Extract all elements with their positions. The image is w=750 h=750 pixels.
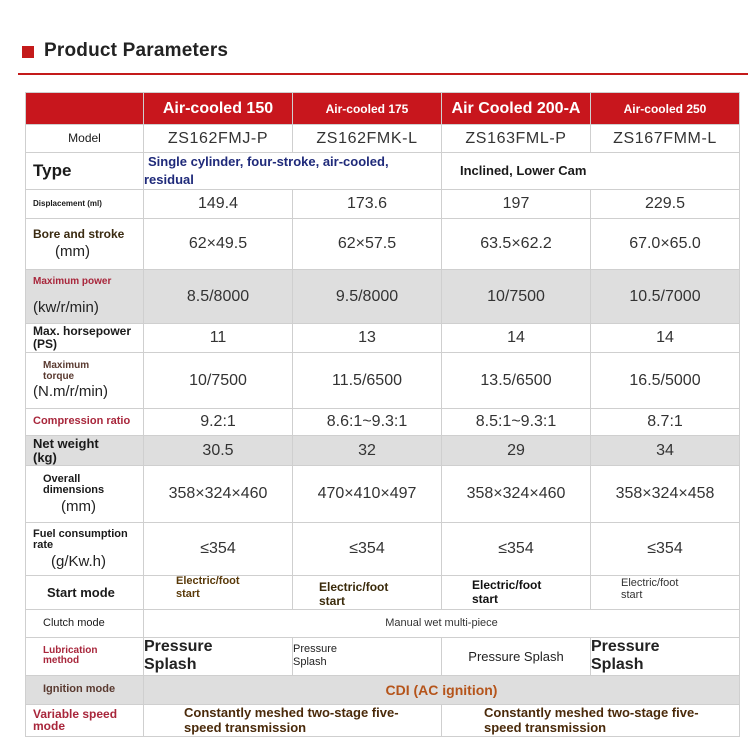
table-cell: 8.6:1~9.3:1 xyxy=(293,409,442,436)
lubrication-text: Pressure Splash xyxy=(144,637,213,674)
table-row xyxy=(26,576,740,610)
row-unit: (N.m/r/min) xyxy=(33,383,108,401)
row-label: Type xyxy=(26,153,144,190)
column-header: Air-cooled 250 xyxy=(591,93,740,125)
table-row xyxy=(26,466,740,523)
type-description: Single cylinder, four-stroke, air-cooled, residual xyxy=(144,154,389,187)
table-cell xyxy=(144,576,293,610)
table-cell xyxy=(442,153,740,190)
row-label-text: Start mode xyxy=(47,584,115,600)
table-row xyxy=(26,637,740,675)
table-cell: ZS162FMJ-P xyxy=(144,125,293,153)
column-header: Air Cooled 200-A xyxy=(442,93,591,125)
row-label xyxy=(26,219,144,270)
table-header-row xyxy=(26,93,740,125)
row-label xyxy=(26,270,144,324)
row-unit: (kw/r/min) xyxy=(33,298,99,316)
table-cell xyxy=(144,153,442,190)
row-label xyxy=(26,353,144,409)
variable-speed-text: Constantly meshed two-stage five-speed transmission xyxy=(184,704,399,736)
table-cell: 14 xyxy=(591,324,740,353)
row-label xyxy=(26,704,144,736)
table-cell xyxy=(442,576,591,610)
start-mode-text: Electric/foot start xyxy=(176,575,240,601)
table-row xyxy=(26,153,740,190)
table-cell: 149.4 xyxy=(144,190,293,219)
table-cell: ≤354 xyxy=(442,523,591,576)
header-divider xyxy=(18,73,748,75)
row-label-text: Lubrication method xyxy=(43,644,98,667)
row-label-text: Compression ratio xyxy=(33,415,131,428)
type-description: Inclined, Lower Cam xyxy=(460,163,587,178)
row-label xyxy=(26,409,144,436)
table-row xyxy=(26,609,740,637)
table-cell: 10.5/7000 xyxy=(591,270,740,324)
table-cell xyxy=(591,637,740,675)
header-square-icon xyxy=(22,46,34,58)
table-row xyxy=(26,125,740,153)
row-unit: (mm) xyxy=(61,497,96,515)
row-label-text: Maximum power xyxy=(33,276,112,288)
row-label-text: Displacement (ml) xyxy=(33,198,102,208)
column-header: Air-cooled 150 xyxy=(144,93,293,125)
table-row xyxy=(26,704,740,736)
table-cell: 62×49.5 xyxy=(144,219,293,270)
row-label xyxy=(26,637,144,675)
table-cell xyxy=(293,576,442,610)
table-cell: 358×324×460 xyxy=(144,466,293,523)
table-row xyxy=(26,353,740,409)
table-cell: 14 xyxy=(442,324,591,353)
table-row xyxy=(26,270,740,324)
table-cell: 229.5 xyxy=(591,190,740,219)
table-cell: 13 xyxy=(293,324,442,353)
row-label xyxy=(26,190,144,219)
row-label-text: Clutch mode xyxy=(43,616,105,629)
table-cell: 63.5×62.2 xyxy=(442,219,591,270)
table-cell: ZS163FML-P xyxy=(442,125,591,153)
table-cell: 358×324×458 xyxy=(591,466,740,523)
table-cell: CDI (AC ignition) xyxy=(144,675,740,704)
row-unit: (g/Kw.h) xyxy=(51,552,107,570)
table-cell xyxy=(144,637,293,675)
row-label xyxy=(26,523,144,576)
table-cell: 8.7:1 xyxy=(591,409,740,436)
page-title: Product Parameters xyxy=(44,40,229,61)
table-cell: ≤354 xyxy=(293,523,442,576)
table-cell: 173.6 xyxy=(293,190,442,219)
table-cell: 62×57.5 xyxy=(293,219,442,270)
table-cell: 8.5:1~9.3:1 xyxy=(442,409,591,436)
section-header xyxy=(18,38,748,78)
table-cell xyxy=(591,576,740,610)
table-row xyxy=(26,219,740,270)
row-label xyxy=(26,324,144,353)
row-label-text: Fuel consumption rate xyxy=(33,527,128,552)
table-cell: ZS162FMK-L xyxy=(293,125,442,153)
row-label-text: Ignition mode xyxy=(43,682,116,695)
table-cell: 358×324×460 xyxy=(442,466,591,523)
table-cell: 13.5/6500 xyxy=(442,353,591,409)
row-label-text: Variable speed mode xyxy=(33,706,118,734)
table-cell: ZS167FMM-L xyxy=(591,125,740,153)
table-row xyxy=(26,409,740,436)
table-cell: Manual wet multi-piece xyxy=(144,609,740,637)
lubrication-text: Pressure Splash xyxy=(591,637,660,674)
row-label-text: Max. horsepower (PS) xyxy=(33,324,132,351)
table-cell: 9.5/8000 xyxy=(293,270,442,324)
column-header: Air-cooled 175 xyxy=(293,93,442,125)
table-row xyxy=(26,523,740,576)
table-row xyxy=(26,675,740,704)
table-cell xyxy=(442,704,740,736)
table-cell: 30.5 xyxy=(144,436,293,466)
row-label xyxy=(26,436,144,466)
table-cell xyxy=(293,637,442,675)
row-label xyxy=(26,466,144,523)
table-cell: 8.5/8000 xyxy=(144,270,293,324)
parameter-table xyxy=(25,92,740,737)
row-unit: (mm) xyxy=(55,243,90,261)
table-cell: 32 xyxy=(293,436,442,466)
row-label xyxy=(26,675,144,704)
table-cell: 9.2:1 xyxy=(144,409,293,436)
row-label-text: Net weight (kg) xyxy=(33,435,99,465)
header-corner xyxy=(26,93,144,125)
table-row xyxy=(26,436,740,466)
lubrication-text: Pressure Splash xyxy=(293,642,338,669)
row-label-text: Bore and stroke xyxy=(33,226,125,241)
row-label-text: Overall dimensions xyxy=(43,472,105,497)
row-label: Model xyxy=(26,125,144,153)
table-cell: ≤354 xyxy=(144,523,293,576)
table-cell: 29 xyxy=(442,436,591,466)
table-cell: ≤354 xyxy=(591,523,740,576)
table-cell: 10/7500 xyxy=(442,270,591,324)
row-label-text: Maximum torque xyxy=(43,360,90,382)
table-cell: 67.0×65.0 xyxy=(591,219,740,270)
variable-speed-text: Constantly meshed two-stage five-speed transmission xyxy=(484,704,699,736)
row-label xyxy=(26,576,144,610)
table-cell: 16.5/5000 xyxy=(591,353,740,409)
table-cell: 11.5/6500 xyxy=(293,353,442,409)
table-row xyxy=(26,324,740,353)
row-label xyxy=(26,609,144,637)
table-cell: 10/7500 xyxy=(144,353,293,409)
start-mode-text: Electric/foot start xyxy=(319,580,389,609)
table-cell xyxy=(144,704,442,736)
table-cell: 470×410×497 xyxy=(293,466,442,523)
table-cell: 34 xyxy=(591,436,740,466)
table-cell: 11 xyxy=(144,324,293,353)
start-mode-text: Electric/foot start xyxy=(472,578,542,607)
table-cell: Pressure Splash xyxy=(442,637,591,675)
table-cell: 197 xyxy=(442,190,591,219)
start-mode-text: Electric/foot start xyxy=(621,577,679,602)
table-row xyxy=(26,190,740,219)
